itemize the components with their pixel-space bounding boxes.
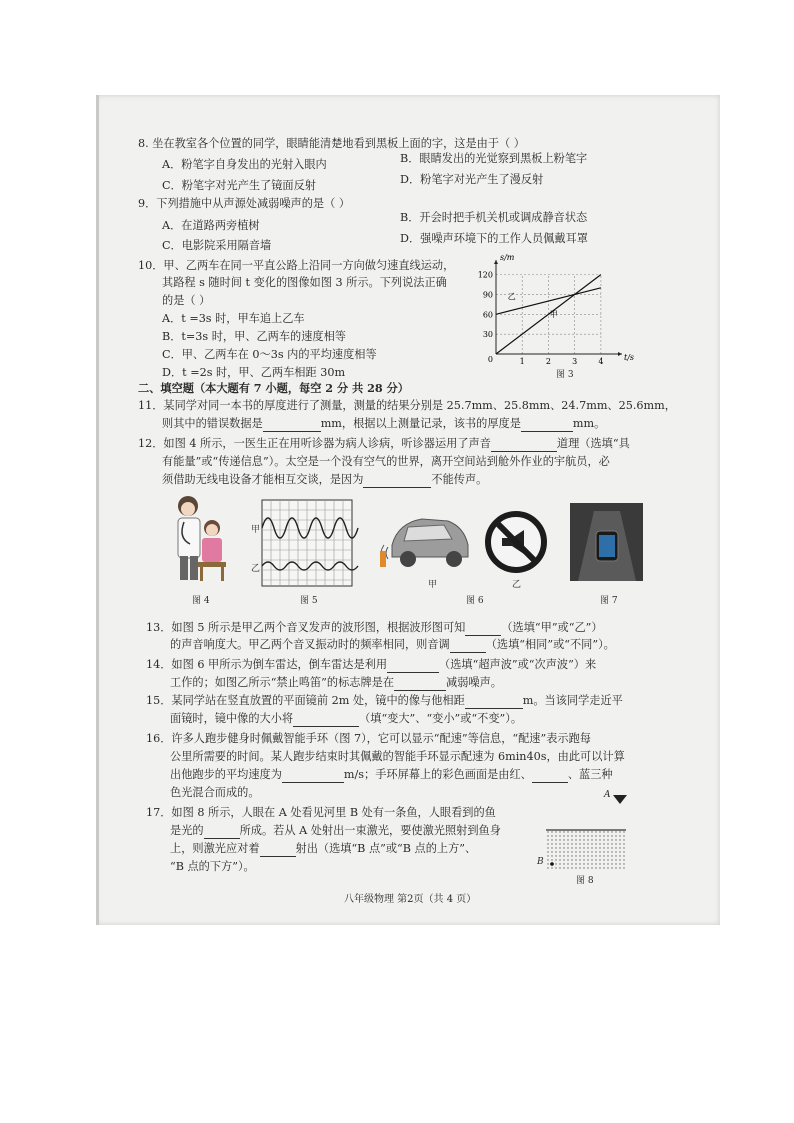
q15-line2 [170, 712, 522, 727]
q13-blank-1[interactable] [465, 621, 501, 636]
q17-line4: “B 点的下方”）。 [170, 860, 255, 873]
q9-option-a: A．在道路两旁植树 [162, 219, 260, 232]
y-tick-label: 60 [482, 310, 493, 320]
q10-option-c: C．甲、乙两车在 0～3s 内的平均速度相等 [162, 348, 377, 361]
q10-option-a: A．t =3s 时，甲车追上乙车 [162, 312, 305, 325]
q17-text-b: 所成。若从 A 处射出一束激光，要使激光照射到鱼身 [239, 824, 501, 837]
x-axis-arrow [618, 352, 622, 356]
figure-4-caption: 图 4 [192, 596, 210, 606]
q15-text-d: （填“变大”、“变小”或“不变”）。 [359, 712, 523, 725]
q13-text-a: 13．如图 5 所示是甲乙两个音叉发声的波形图，根据波形图可知 [146, 621, 466, 634]
q16-text-b: m/s；手环屏幕上的彩色画面是由红、 [343, 768, 532, 781]
q12-line3 [162, 473, 487, 488]
q14-blank-2[interactable] [394, 676, 446, 691]
y-tick-label: 90 [482, 290, 493, 300]
q16-text-a: 出他跑步的平均速度为 [170, 768, 282, 781]
q16-line3 [170, 768, 613, 783]
q15-line1 [146, 694, 623, 709]
q12-line1 [138, 437, 630, 452]
q10-line2: 其路程 s 随时间 t 变化的图像如图 3 所示。下列说法正确 [162, 276, 447, 289]
q9-option-c: C．电影院采用隔音墙 [162, 239, 272, 252]
figure-8-caption: 图 8 [576, 876, 594, 886]
q13-text-c: 的声音响度大。甲乙两个音叉振动时的频率相同，则音调 [170, 638, 450, 651]
y-tick-label: 30 [482, 330, 493, 340]
q9-option-b: B．开会时把手机关机或调成静音状态 [400, 211, 588, 224]
q14-text-b: （选填“超声波”或“次声波”）来 [439, 658, 597, 671]
q9-option-d: D．强噪声环境下的工作人员佩戴耳罩 [400, 232, 588, 245]
q17-blank-1[interactable] [204, 824, 240, 839]
q11-line1: 11．某同学对同一本书的厚度进行了测量，测量的结果分别是 25.7mm、25.8mm、24.7mm、25.6mm， [138, 399, 676, 412]
q15-blank-1[interactable] [465, 694, 523, 709]
figure-5-label-yi: 乙 [251, 564, 261, 574]
q10-option-d: D．t =2s 时，甲、乙两车相距 30m [162, 366, 346, 379]
eye-icon [612, 793, 628, 805]
q15-text-b: m。当该同学走近平 [522, 694, 623, 707]
q17-text-c: 上，则激光应对着 [170, 842, 260, 855]
x-tick-label: 3 [572, 357, 578, 366]
figure-4-doctor-illustration [168, 492, 234, 586]
q12-line2: 有能量”或“传递信息”）。太空是一个没有空气的世界，离开空间站到舱外作业的宇航员，必 [162, 455, 610, 468]
figure-8-label-a: A [604, 790, 611, 800]
q16-blank-2[interactable] [532, 768, 568, 783]
q16-line4: 色光混合而成的。 [170, 786, 260, 799]
figure-6-caption: 图 6 [466, 596, 484, 606]
q17-text-d: 射出（选填“B 点”或“B 点的上方”、 [295, 842, 477, 855]
x-tick-label: 4 [598, 357, 604, 366]
q12-text-b: 道理（选填“具 [556, 437, 630, 450]
q17-blank-2[interactable] [260, 842, 296, 857]
q16-line2: 公里所需要的时间。某人跑步结束时其佩戴的智能手环显示配速为 6min40s，由此可以计算 [170, 750, 625, 763]
figure-6-label-jia: 甲 [428, 580, 438, 590]
q14-line1 [146, 658, 596, 673]
q13-blank-2[interactable] [450, 638, 486, 653]
q16-line1: 16．许多人跑步健身时佩戴智能手环（图 7），它可以显示“配速”等信息，“配速”表示跑每 [146, 732, 591, 745]
figure-7-caption: 图 7 [600, 596, 618, 606]
q11-text-c: mm。 [572, 417, 606, 430]
q14-line2 [170, 676, 502, 691]
figure-5-waveform-grid [262, 500, 352, 588]
q10-line1: 10．甲、乙两车在同一平直公路上沿同一方向做匀速直线运动， [138, 259, 455, 272]
origin-label: 0 [487, 355, 493, 364]
q8-option-a: A．粉笔字自身发出的光射入眼内 [162, 158, 327, 171]
x-tick-label: 1 [519, 357, 525, 366]
q13-line1 [146, 621, 603, 636]
q8-stem: 8. 坐在教室各个位置的同学，眼睛能清楚地看到黑板上面的字，这是由于（ ） [138, 137, 525, 150]
q8-option-b: B．眼睛发出的光觉察到黑板上粉笔字 [400, 152, 588, 165]
figure-7-smart-band-photo [570, 503, 643, 581]
q10-option-b: B．t=3s 时，甲、乙两车的速度相等 [162, 330, 346, 343]
q12-blank-1[interactable] [491, 437, 557, 452]
q17-line3 [170, 842, 476, 857]
x-axis-label: t/s [624, 353, 635, 362]
q10-line3: 的是（ ） [162, 294, 211, 307]
q14-text-c: 工作的；如图乙所示“禁止鸣笛”的标志牌是在 [170, 676, 395, 689]
q13-line2 [170, 638, 615, 653]
x-tick-label: 2 [545, 357, 551, 366]
section-2-heading: 二、填空题（本大题有 7 小题，每空 2 分 共 28 分） [138, 381, 409, 395]
q12-text-c: 须借助无线电设备才能相互交谈，是因为 [162, 473, 364, 486]
q8-option-c: C．粉笔字对光产生了镜面反射 [162, 179, 316, 192]
page-footer: 八年级物理 第2页（共 4 页） [344, 894, 477, 905]
q8-option-d: D．粉笔字对光产生了漫反射 [400, 173, 544, 186]
q17-text-a: 是光的 [170, 824, 204, 837]
q15-blank-2[interactable] [293, 712, 359, 727]
no-honking-sign-icon [484, 510, 548, 574]
q14-text-d: 减弱噪声。 [446, 676, 502, 689]
y-axis-arrow [494, 260, 498, 264]
figure-3-caption: 图 3 [556, 370, 574, 380]
figure-3-chart [470, 253, 635, 368]
q13-text-d: （选填“相同”或“不同”）。 [485, 638, 615, 651]
q12-blank-2[interactable] [363, 473, 431, 488]
y-axis-label: s/m [500, 253, 515, 262]
q9-stem: 9．下列措施中从声源处减弱噪声的是（ ） [138, 197, 351, 210]
figure-8-water [546, 830, 626, 870]
figure-8-label-b: B [537, 857, 544, 867]
q11-text-b: mm，根据以上测量记录，该书的厚度是 [320, 417, 521, 430]
q17-line2 [170, 824, 501, 839]
q13-text-b: （选填“甲”或“乙”） [501, 621, 603, 634]
q11-blank-1[interactable] [263, 417, 321, 432]
series-label-yi: 乙 [507, 292, 516, 302]
figure-6-car-radar [378, 505, 474, 575]
q14-blank-1[interactable] [387, 658, 439, 673]
q14-text-a: 14．如图 6 甲所示为倒车雷达，倒车雷达是利用 [146, 658, 388, 671]
sheet-edge [96, 95, 99, 925]
q16-blank-1[interactable] [282, 768, 344, 783]
figure-5-caption: 图 5 [300, 596, 318, 606]
q12-text-a: 12．如图 4 所示，一医生正在用听诊器为病人诊病，听诊器运用了声音 [138, 437, 491, 450]
q11-blank-2[interactable] [521, 417, 573, 432]
figure-6-label-yi: 乙 [512, 580, 522, 590]
q12-text-d: 不能传声。 [431, 473, 488, 486]
q16-text-c: 、蓝三种 [567, 768, 613, 781]
q11-line2 [162, 417, 605, 432]
series-label-jia: 甲 [549, 309, 558, 319]
q15-text-c: 面镜时，镜中像的大小将 [170, 712, 294, 725]
figure-5-label-jia: 甲 [251, 525, 261, 535]
q17-line1: 17．如图 8 所示，人眼在 A 处看见河里 B 处有一条鱼，人眼看到的鱼 [146, 806, 496, 819]
y-tick-label: 120 [477, 270, 493, 280]
q11-text-a: 则其中的错误数据是 [162, 417, 263, 430]
q15-text-a: 15．某同学站在竖直放置的平面镜前 2m 处，镜中的像与他相距 [146, 694, 465, 707]
